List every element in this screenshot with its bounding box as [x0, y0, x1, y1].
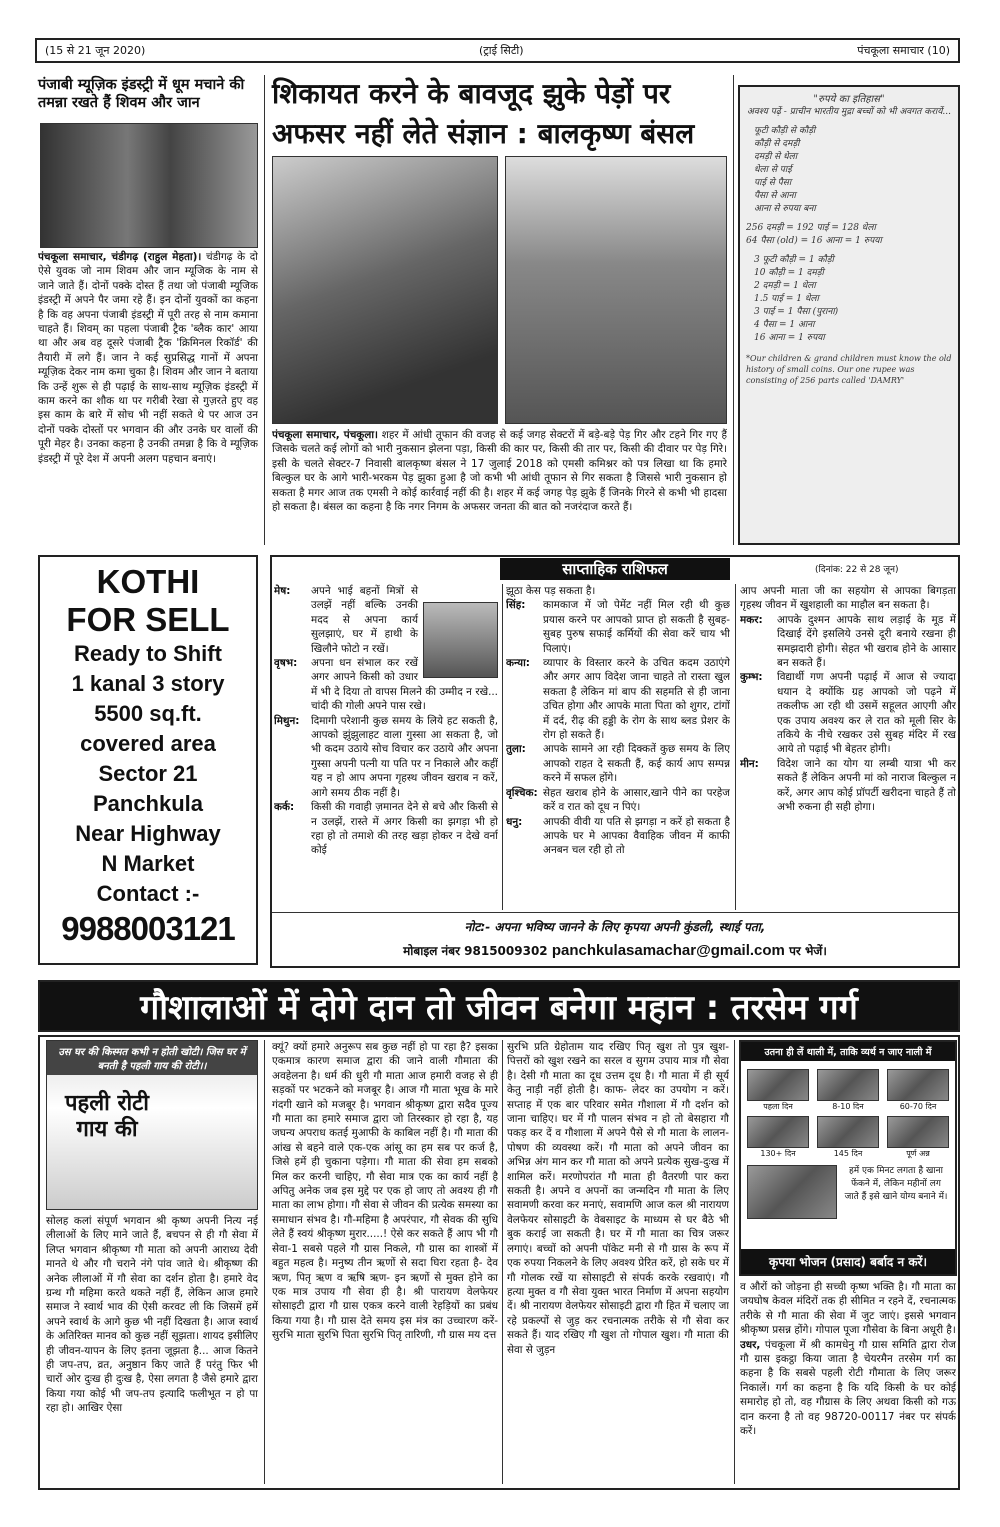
zodiac-sign: वृषभ: — [274, 657, 298, 670]
ad-line: Sector 21 — [98, 761, 198, 786]
contact-phone: मोबाइल नंबर 9815009302 — [403, 944, 548, 958]
rupee-conversion: 3 पाई = 1 पैसा (पुराना) — [754, 307, 839, 317]
food-panel-bottom: कृपया भोजन (प्रसाद) बर्बाद न करें। — [741, 1249, 955, 1274]
poster-title: पहली रोटी गाय की — [65, 1091, 149, 1142]
horoscope-entry — [506, 584, 730, 598]
horoscope-entry — [740, 670, 956, 756]
ad-line: Contact :- — [96, 881, 200, 906]
body-text: शहर में आंधी तूफान की वजह से कई जगह सेक्टरों में बड़े-बड़े पेड़ गिर और टहने गिर गए हैं जिसके चलते कई लोगों को भारी नुकसान झेलना पड़ा, किसी की कार पर, किसी की तार पर, किसी की दीवार पर पेड़ गिरे। इसी के चलते सेक्टर-7 निवासी बालकृष्ण बंसल ने 17 जुलाई 2018 को एमसी कमिश्नर को पत्र लिखा था कि हमारे बिल्कुल घर के आगे भारी-भरकम पेड़ झुका हुआ है जो कभी भी आंधी तूफान से गिर सकता है जिससे भारी नुकसान हो सकता है मगर आज तक एमसी ने कोई कार्रवाई नहीं की है। शहर में कई जगह पेड़ झुके हैं जिनके गिरने से कभी भी हादसा हो सकता है। बंसल का कहना है कि नगर निगम के अफसर जनता की बात को नजरंदाज करते हैं। — [272, 429, 727, 514]
horoscope-text: आपके दुश्मन आपके साथ लड़ाई के मूड में दिखाई देंगे इसलिये उनसे दूरी बनाये रखना ही समझदारी होगी। सेहत भी खराब होने के आसार बन सकते हैं। — [777, 613, 956, 670]
crop-stage-label: पूर्ण अन्न — [906, 1149, 930, 1158]
center-article-body — [272, 428, 727, 546]
rupee-subtitle: अवश्य पढ़ें - प्राचीन भारतीय मुद्रा बच्चों को भी अवगत करायें... — [746, 107, 952, 117]
crop-stage-photo — [817, 1116, 879, 1148]
col4-text-b: पंचकूला में श्री कामधेनु गौ ग्रास समिति द्वारा रोज गौ ग्रास इकट्ठा किया जाता है चेयरमैन तरसेम गर्ग का कहना है कि सबसे पहली रोटी गौमाता के लिए जरूर निकालें। गर्ग का कहना है कि यदि किसी के घर कोई समारोह हो तो, वह गौग्रास के लिए अथवा किसी को गऊ दान करना है तो वह 98720-00117 नंबर पर संपर्क करें। — [740, 1338, 956, 1438]
horoscope-text: आपकी वीवी या पति से झगड़ा न करें हो सकता है आपके घर मे आपका वैवाहिक जीवन में काफी अनबन चल रही हो तो — [543, 815, 730, 857]
horoscope-text: विदेश जाने का योग या लम्बी यात्रा भी कर सकते हैं लेकिन अपनी मां को नाराज बिल्कुल न करें, अगर आप कोई प्रॉपर्टी खरीदना चाहते हैं तो अभी रुकना ही सही होगा। — [777, 757, 956, 814]
rupee-conversion: 16 आना = 1 रुपया — [754, 333, 825, 343]
rupee-row: धेला से पाई — [754, 165, 792, 175]
ad-line: 1 kanal 3 story — [71, 671, 225, 696]
crop-stage — [817, 1116, 879, 1159]
zodiac-sign: तुला: — [506, 743, 526, 756]
crop-stage — [747, 1069, 809, 1112]
bottom-col1: सोलह कलां संपूर्ण भगवान श्री कृष्ण अपनी नित्य नई लीलाओं के लिए माने जाते हैं, बचपन से ही गौ सेवा में लिप्त भगवान श्रीकृष्ण गौ माता को अपनी आराध्य देवी मानते थे और गौ चराने नंगे पांव जाते थे। श्रीकृष्ण की अनेक लीलाओं में गौ सेवा का दर्शन होता है। हमारे वेद ग्रन्थ गौ महिमा करते थकते नहीं हैं, लेकिन आज हमारे समाज ने स्वार्थ भाव की ऐसी करवट ली कि जिसमें हमें अपने स्वार्थ के आगे कुछ भी नहीं दिखता है। आज स्वार्थ के अतिरिक्त मानव को कुछ नहीं सूझता। शायद इसीलिए ही जीवन-यापन के लिए इतना जूझता है... आज कितने ही जप-तप, व्रत, अनुष्ठान किए जाते हैं परंतु फिर भी चारों ओर दुःख ही दुःख है, ऐसा लगता है जैसे हमारे द्वारा किया गया कोई भी जप-तप इत्यादि फलीभूत न हो पा रहा हो। आखिर ऐसा — [46, 1215, 258, 1415]
crop-stage-photo — [747, 1116, 809, 1148]
contact-email-link[interactable]: panchkulasamachar@gmail.com — [551, 942, 785, 959]
horoscope-text: झूठा केस पड़ सकता है। — [506, 585, 596, 597]
horoscope-entry — [274, 714, 498, 800]
bottom-col4 — [740, 1280, 956, 1485]
horoscope-note: नोट:- अपना भविष्य जानने के लिए कृपया अपनी कुंडली, स्थाई पता, — [464, 920, 766, 934]
horoscope-text: आपके सामने आ रही दिक्कतें कुछ समय के लिए आपको राहत दे सकती हैं, कई कार्य आप सम्पन्न करने में सफल होंगे। — [543, 743, 730, 785]
column-rule — [264, 75, 265, 545]
horoscope-text: सेहत खराब होने के आसार,खाने पीने का परहेज करें व रात को दूध न पिएं। — [543, 786, 730, 814]
horoscope-text: व्यापार के विस्तार करने के उचित कदम उठाएंगे और अगर आप विदेश जाना चाहते तो रास्ता खुल सकता है लेकिन मां बाप की सहमति से ही जाना उचित होगा और आपके माता पिता को शुगर, टांगों में दर्द, रीढ़ की हड्डी के रोग के साथ ब्लड प्रेशर के रोग हो सकते हैं। — [543, 657, 730, 742]
cow-roti-poster — [46, 1040, 258, 1210]
column-rule — [264, 1040, 265, 1484]
property-ad — [38, 555, 258, 965]
ad-line: FOR SELL — [66, 601, 230, 638]
zodiac-sign: मिथुन: — [274, 714, 300, 727]
crop-stage-label: 130+ दिन — [760, 1149, 796, 1158]
crop-stage-label: 8-10 दिन — [832, 1102, 864, 1111]
horoscope-date: (दिनांक: 22 से 28 जून) — [815, 565, 899, 575]
zodiac-sign: कन्या: — [506, 657, 530, 670]
column-rule — [734, 1040, 735, 1484]
rupee-row: पाई से पैसा — [754, 178, 792, 188]
issue-date: (15 से 21 जून 2020) — [45, 44, 146, 57]
rupee-row: दमड़ी से धेला — [754, 152, 798, 162]
crop-stage-label: 60-70 दिन — [899, 1102, 937, 1111]
crop-stage-label: पहला दिन — [763, 1102, 793, 1111]
contact-suffix: पर भेजें। — [789, 944, 827, 958]
rupee-title: "रुपये का इतिहास" — [813, 94, 885, 105]
crop-stage — [887, 1069, 949, 1112]
horoscope-text: किसी की गवाही ज़मानत देने से बचे और किसी से न उलझें, रास्ते में अगर किसी का झगड़ा भी हो रहा हो तो तमाशे की तरह खड़ा होकर न देखे वर्ना कोई — [311, 801, 498, 857]
horoscope-text: विद्यार्थी गण अपनी पढ़ाई में आज से ज्यादा धयान दे क्योंकि ग्रह आपको जो पढ़ने में तकलीफ आ रही थी उसमें सहूलत आएगी और एक उपाय अवश्य कर ले रात को मूली सिर के तकिये के नीचे रखकर उसे सुबह मंदिर में रख आये तो पढ़ाई भी बेहतर होगी। — [777, 671, 956, 756]
section-name: (ट्राई सिटी) — [478, 44, 524, 57]
byline: पंचकूला समाचार, पंचकूला। — [272, 429, 378, 441]
rupee-row: फूटी कौड़ी से कौड़ी — [754, 126, 816, 136]
paper-name: पंचकूला समाचार (10) — [857, 44, 950, 57]
rupee-row: कौड़ी से दमड़ी — [754, 139, 800, 149]
horoscope-title: साप्ताहिक राशिफल — [500, 558, 730, 580]
left-article-body — [38, 250, 258, 546]
zodiac-sign: मकर: — [740, 613, 763, 626]
rupee-conversion: 2 दमड़ी = 1 धेला — [754, 281, 816, 291]
rupee-row: पैसा से आना — [754, 191, 796, 201]
page-header — [35, 38, 960, 63]
zodiac-sign: कुम्भ: — [740, 671, 763, 684]
zodiac-sign: मीन: — [740, 757, 759, 770]
column-rule — [502, 1040, 503, 1484]
ad-line: covered area — [80, 731, 216, 756]
zodiac-sign: मेष: — [274, 585, 291, 597]
ad-line: 5500 sq.ft. — [94, 701, 202, 726]
col4-text: व औरों को जोड़ना ही सच्ची कृष्ण भक्ति है। गौ माता का जयघोष केवल मंदिरों तक ही सीमित न रहने दें, रचनात्मक तरीके से गौ माता की सेवा में जुट जाएं। इससे भगवान श्रीकृष्ण प्रसन्न होंगे। गोपाल पूजा गौसेवा के बिना अधूरी है। — [740, 1281, 956, 1337]
bottom-col2: क्यूं? क्यों हमारे अनुरूप सब कुछ नहीं हो पा रहा है? इसका एकमात्र कारण समाज द्वारा की जाने वाली गौमाता की अवहेलना है। धर्म की धुरी गौ माता आज हमारी वजह से ही सड़कों पर भटकने को मजबूर है। आज गौ माता भूख के मारे गंदगी खाने को मजबूर है। भगवान श्रीकृष्ण द्वारा सदैव पूज्य गौ माता का हमारे समाज द्वारा जो तिरस्कार हो रहा है, यह जघन्य अपराध कतई मुआफी के काबिल नहीं है। गौ माता की आंख से बहने वाले एक-एक आंसू का हम सब पर कर्ज है, जिसे हमें ही चुकाना पड़ेगा। गौ माता की सेवा हम सबको मिल कर करनी चाहिए, गौ सेवा मात्र एक का कार्य नहीं है अपितु अनेक जब इस मुद्दे पर एक हो जाए तो अवश्य ही गौ माता का लाभ होगा। गौ सेवा से जीवन की प्रत्येक समस्या का समाधान संभव है। गौ-महिमा है अपरंपार, गौ सेवक की सुधि लेते हैं स्वयं श्रीकृष्ण मुरार.....! ऐसे कर सकते हैं आप भी गौ सेवा-1 सबसे पहले गौ ग्रास निकले, गौ ग्रास का शास्त्रों में बहुत महत्व है। मनुष्य तीन ऋणों से सदा घिरा रहता है- देव ऋण, पितृ ऋण व ऋषि ऋण- इन ऋणों से मुक्त होने का एक मात्र उपाय गौ सेवा ही है। श्री पारायण वेलफेयर सोसाइटी द्वारा गौ ग्रास एकत्र करने वाली रेहड़ियों का प्रबंध किया गया है। गौ ग्रास देते समय इस मंत्र का उच्चारण करें- सुरभि माता सुरभि पिता सुरभि पितृ तारिणी, गौ ग्रास मय दत्त — [272, 1041, 498, 1342]
crop-stage-photo — [887, 1116, 949, 1148]
plate-scraping-photo — [747, 1165, 837, 1219]
crop-stage — [817, 1069, 879, 1112]
horoscope-text: कामकाज में जो पेमेंट नहीं मिल रही थी कुछ प्रयास करने पर आपको प्राप्त हो सकती है सुबह-सुबह पुरुष सफाई कर्मियों की सेवा करें चाय भी पिलाएं। — [543, 599, 730, 655]
bottom-headline: गौशालाओं में दोगे दान तो जीवन बनेगा महान : तरसेम गर्ग — [38, 980, 960, 1032]
zodiac-sign: वृश्चिक: — [506, 786, 538, 799]
horoscope-entry — [506, 815, 730, 858]
ad-line: KOTHI — [96, 563, 200, 600]
fallen-tree-photo — [272, 156, 498, 424]
horoscope-entry — [506, 786, 730, 815]
column-rule — [733, 75, 734, 545]
horoscope-text: आप अपनी माता जी का सहयोग से आपका बिगड़ता गृहस्थ जीवन में खुशहाली का माहौल बन सकता है। — [740, 585, 956, 612]
zodiac-sign: सिंह: — [506, 599, 526, 612]
food-panel-top: उतना ही लें थाली में, ताकि व्यर्थ न जाए नाली में — [741, 1042, 955, 1061]
horoscope-entry — [740, 757, 956, 815]
horoscope-entry — [506, 742, 730, 785]
horoscope-entry — [740, 613, 956, 671]
crop-stage-photo — [817, 1069, 879, 1101]
center-headline: शिकायत करने के बावजूद झुके पेड़ों पर अफसर नहीं लेते संज्ञान : बालकृष्ण बंसल — [272, 77, 695, 150]
rupee-conversion: 1.5 पाई = 1 धेला — [754, 294, 819, 304]
ad-line: Near Highway — [75, 821, 221, 846]
crop-stage-label: 145 दिन — [833, 1149, 863, 1158]
zodiac-sign: धनु: — [506, 815, 523, 828]
horoscope-text: अपने भाई बहनों मित्रों से उलझें नहीं बल्कि उनकी मदद से अपना कार्य सुलझाएं, घर में हाथी के खिलौने फोटो न रखें। — [311, 585, 418, 655]
astrologer-photo — [423, 602, 498, 678]
column-rule — [502, 584, 503, 910]
horoscope-entry — [274, 800, 498, 858]
musicians-photo — [40, 123, 258, 248]
bottom-col3: सुरभि प्रति ग्रेहोताम याद रखिए पितृ खुश तो पुत्र खुश- पित्तरों को खुश रखने का सरल व सुगम उपाय मात्र गौ सेवा है। देसी गौ माता का दूध उत्तम दूध है। गौ माता में ही सूर्य केतु नाड़ी नहीं होती है। काफ- लेदर का उपयोग न करें। सप्ताह में एक बार परिवार समेत गौशाला में गौ दर्शन को जाना चाहिए। घर में गौ पालन संभव न हो तो बेसहारा गौ पकड़ कर दें व गौशाला में अपने पैसे से गौ माता के लालन-पोषण की व्यवस्था करें। गौ माता को अपने जीवन का अभिन्न अंग मान कर गौ माता को अपने प्रत्येक सुख-दुःख में शामिल करें। मरणोपरांत गौ माता ही वैतरणी पार करा सकती है। अपने व अपनों का जन्मदिन गौ माता के लिए सवामणी करवा कर मनाएं, सवामणि आज कल श्री नारायण वेलफेयर सोसाइटी के वेबसाइट के माध्यम से घर बैठे भी बुक कराई जा सकती है। घर में गौ माता का चित्र जरूर लगाएं। बच्चों को अपनी पॉकेट मनी से गौ ग्रास के रूप में एक रुपया निकलने के लिए अवश्य प्रेरित करें, हो सके घर में गौ गोलक रखें या सोसाइटी से संपर्क करके रखवाएं। गौ हत्या मुक्त व गौ सेवा युक्त भारत निर्माण में अपना सहयोग दें। श्री नारायण वेलफेयर सोसाइटी द्वारा गौ हित में चलाए जा रहे प्रकल्पों से जुड़ कर रचनात्मक तरीके से गौ सेवा कर सकते हैं। याद रखिए गौ खुश तो गोपाल खुश। गौ माता की सेवा से जुड़न — [507, 1041, 729, 1356]
rupee-eq1: 256 दमड़ी = 192 पाई = 128 धेला — [746, 223, 876, 233]
rupee-eq2: 64 पैसा (old) = 16 आना = 1 रुपया — [746, 236, 882, 246]
poster-couplet: उस घर की किस्मत कभी न होती खोटी। जिस घर में बनती है पहली गाय की रोटी।। — [47, 1041, 257, 1075]
column-rule — [735, 584, 736, 910]
horoscope-contact — [272, 942, 958, 959]
ad-line: N Market — [101, 851, 195, 876]
horoscope-entry — [506, 656, 730, 742]
horoscope-text: अपना धन संभाल कर रखें अगर आपने किसी को उधार में भी दे दिया तो वापस मिलने की उम्मीद न रखे... चांदी की गोली अपने पास रखे। — [311, 657, 498, 713]
tree-worker-photo — [505, 156, 727, 424]
crop-stage — [747, 1116, 809, 1159]
rupee-conversion: 10 कौड़ी = 1 दमड़ी — [754, 268, 824, 278]
horoscope-entry — [740, 584, 956, 613]
ad-phone: 9988003121 — [61, 910, 235, 947]
divider — [272, 912, 958, 913]
body-text: चंडीगढ़ के दो ऐसे युवक जो नाम शिवम और जान म्यूजिक के नाम से जाने जाते हैं। दोनों पक्के दोस्त हैं तथा जो पंजाबी म्यूजिक इंडस्ट्री में अपने पैर जमा रहे हैं। इन दोनों युवकों का कहना है कि वह अपना पंजाबी इंडस्ट्री में पूरी तरह से नाम कमाना चाहते हैं। शिवम् का पहला पंजाबी ट्रैक 'ब्लैक कार' आया था और अब वह दूसरे पंजाबी ट्रैक 'क्रिमिनल रिकॉर्ड' की तैयारी में लगे हैं। जान ने कई सुप्रसिद्ध गानों में अपना म्यूज़िक देकर नाम कमा चुका है। शिवम और जान ने बताया कि उन्हें शुरू से ही पढ़ाई के साथ-साथ म्यूज़िक इंडस्ट्री में काम करने का शौक था पर गरीबी रेखा से गुज़रते हुए वह इस काम के बारे में सोच भी नहीं सकते थे पर आज उन दोनों पक्के दोस्तों पर भगवान की और उनके घर वालों की पूरी मेहर है। उनका कहना है उनकी तमन्ना है कि वे म्यूज़िक इंडस्ट्री में पूरे देश में अपनी अलग पहचान बनाएं। — [38, 251, 258, 465]
col4-lead: उधर, — [740, 1338, 761, 1351]
crop-stage-photo — [887, 1069, 949, 1101]
food-message: हमें एक मिनट लगता है खाना फेंकने में, लेकिन महीनों लग जाते हैं इसे खाने योग्य बनाने में। — [844, 1166, 948, 1202]
horoscope-text: दिमागी परेशानी कुछ समय के लिये हट सकती है, आपको झुंझुलाहट वाला गुस्सा आ सकता है, जो भी कदम उठाये सोच विचार कर उठाये और अपना गुस्सा अपनी पत्नी या पति पर न निकाले और कहीं यह न हो आप अपना गृहस्थ जीवन खराब न करें, आगे समय ठीक नहीं है। — [311, 714, 498, 799]
rupee-row: आना से रुपया बना — [754, 204, 816, 214]
rupee-conversion: 4 पैसा = 1 आना — [754, 320, 815, 330]
byline: पंचकूला समाचार, चंडीगढ़ (राहुल मेहता)। — [38, 251, 202, 263]
horoscope-entry — [506, 598, 730, 656]
crop-stage — [887, 1116, 949, 1159]
ad-line: Ready to Shift — [74, 641, 222, 666]
left-headline: पंजाबी म्यूज़िक इंडस्ट्री में धूम मचाने की तमन्ना रखते हैं शिवम और जान — [38, 77, 245, 112]
food-waste-panel — [739, 1040, 957, 1276]
zodiac-sign: कर्क: — [274, 801, 295, 814]
rupee-history-image — [738, 85, 960, 545]
rupee-note: *Our children & grand children must know the old history of small coins. Our one rupee was consisting of 256 parts called 'DAMRY' — [746, 354, 952, 385]
crop-stage-photo — [747, 1069, 809, 1101]
ad-line: Panchkula — [92, 791, 204, 816]
rupee-conversion: 3 फूटी कौड़ी = 1 कौड़ी — [754, 255, 834, 265]
